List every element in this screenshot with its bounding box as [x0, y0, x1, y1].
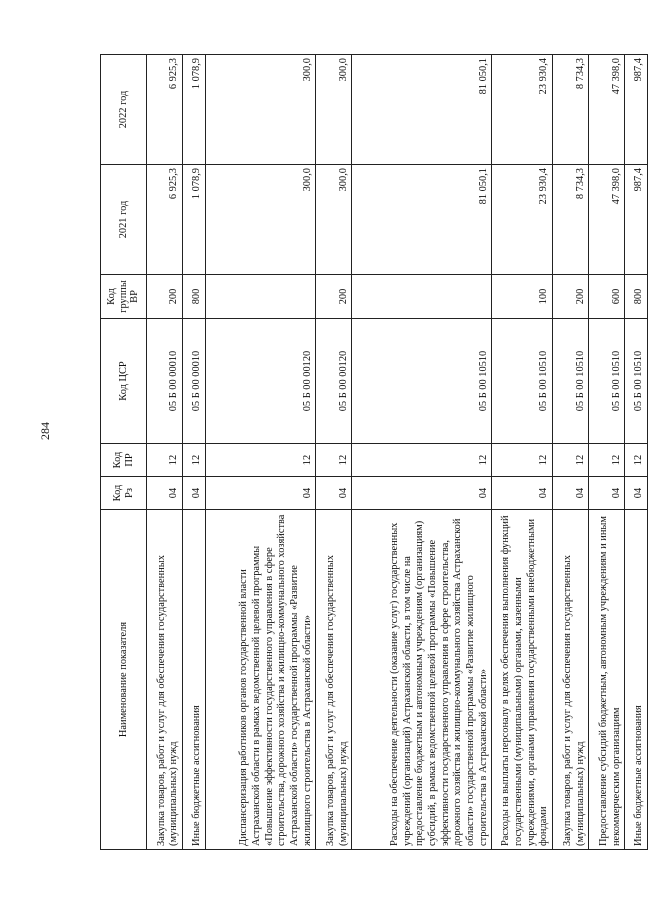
- header-csr: Код ЦСР: [101, 319, 147, 444]
- cell-csr: 05 Б 00 00010: [147, 319, 183, 444]
- cell-y2021: 987,4: [625, 165, 648, 275]
- cell-y2022: 300,0: [316, 55, 352, 165]
- cell-pr: 12: [147, 444, 183, 477]
- cell-name: Закупка товаров, работ и услуг для обеспечения государственных (муниципальных) нужд: [553, 510, 589, 850]
- cell-pr: 12: [625, 444, 648, 477]
- cell-name: Диспансеризация работников органов государственной власти Астраханской области в рамках ведомственной целевой программы «Повышение эффективности государственного управления в сфере строительства, дорожного хозяйства и жилищно-коммунального хозяйства Астраханской области» государственной программы «Развитие жилищного строительства в Астраханской области»: [205, 510, 316, 850]
- cell-y2021: 300,0: [316, 165, 352, 275]
- cell-csr: 05 Б 00 10510: [352, 319, 492, 444]
- cell-vr: 800: [625, 275, 648, 319]
- cell-y2022: 300,0: [205, 55, 316, 165]
- cell-rz: 04: [492, 477, 553, 510]
- cell-y2021: 47 398,0: [589, 165, 625, 275]
- header-pr: Код ПР: [101, 444, 147, 477]
- cell-y2021: 81 050,1: [352, 165, 492, 275]
- cell-csr: 05 Б 00 10510: [492, 319, 553, 444]
- table-row: [205, 55, 316, 850]
- cell-rz: 04: [625, 477, 648, 510]
- cell-name: Закупка товаров, работ и услуг для обеспечения государственных (муниципальных) нужд: [316, 510, 352, 850]
- cell-csr: 05 Б 00 00120: [316, 319, 352, 444]
- table-header-row: [101, 55, 147, 850]
- cell-pr: 12: [589, 444, 625, 477]
- budget-table-rotated: [100, 55, 648, 850]
- header-2022: 2022 год: [101, 55, 147, 165]
- cell-vr: [205, 275, 316, 319]
- cell-name: Расходы на обеспечение деятельности (оказание услуг) государственных учреждений (организаций) Астраханской области, в том числе на предоставление бюджетным и автономным учреждениям (организациям) субсидий, в рамках ведомственной целевой программы «Повышение эффективности государственного управления в сфере строительства, дорожного хозяйства и жилищно-коммунального хозяйства Астраханской области» государственной программы «Развитие жилищного строительства в Астраханской области»: [352, 510, 492, 850]
- cell-y2022: 8 734,3: [553, 55, 589, 165]
- cell-pr: 12: [316, 444, 352, 477]
- cell-csr: 05 Б 00 00010: [183, 319, 206, 444]
- cell-csr: 05 Б 00 10510: [553, 319, 589, 444]
- cell-vr: 800: [183, 275, 206, 319]
- header-name: Наименование показателя: [101, 510, 147, 850]
- table-row: [352, 55, 492, 850]
- cell-name: Расходы на выплаты персоналу в целях обеспечения выполнения функций государственными (муниципальными) органами, казенными учреждениями, органами управления государственными внебюджетными фондами: [492, 510, 553, 850]
- cell-vr: 200: [316, 275, 352, 319]
- cell-csr: 05 Б 00 10510: [589, 319, 625, 444]
- cell-y2021: 300,0: [205, 165, 316, 275]
- cell-vr: [352, 275, 492, 319]
- cell-y2022: 23 930,4: [492, 55, 553, 165]
- cell-pr: 12: [205, 444, 316, 477]
- cell-rz: 04: [553, 477, 589, 510]
- cell-csr: 05 Б 00 10510: [625, 319, 648, 444]
- cell-y2021: 6 925,3: [147, 165, 183, 275]
- table-row: [183, 55, 206, 850]
- table-row: [147, 55, 183, 850]
- header-rz: Код Рз: [101, 477, 147, 510]
- cell-rz: 04: [147, 477, 183, 510]
- cell-name: Иные бюджетные ассигнования: [625, 510, 648, 850]
- cell-y2021: 23 930,4: [492, 165, 553, 275]
- cell-y2021: 1 078,9: [183, 165, 206, 275]
- cell-name: Предоставление субсидий бюджетным, автономным учреждениям и иным некоммерческим организациям: [589, 510, 625, 850]
- table-row: [625, 55, 648, 850]
- header-2021: 2021 год: [101, 165, 147, 275]
- cell-y2021: 8 734,3: [553, 165, 589, 275]
- table-row: [553, 55, 589, 850]
- cell-y2022: 81 050,1: [352, 55, 492, 165]
- page-number: 284: [38, 422, 52, 440]
- cell-rz: 04: [589, 477, 625, 510]
- cell-vr: 600: [589, 275, 625, 319]
- cell-rz: 04: [205, 477, 316, 510]
- cell-rz: 04: [316, 477, 352, 510]
- budget-table: [100, 54, 648, 850]
- cell-vr: 200: [147, 275, 183, 319]
- cell-rz: 04: [183, 477, 206, 510]
- cell-rz: 04: [352, 477, 492, 510]
- cell-name: Закупка товаров, работ и услуг для обеспечения государственных (муниципальных) нужд: [147, 510, 183, 850]
- table-row: [589, 55, 625, 850]
- cell-y2022: 47 398,0: [589, 55, 625, 165]
- header-vr: Код группы ВР: [101, 275, 147, 319]
- cell-vr: 200: [553, 275, 589, 319]
- cell-name: Иные бюджетные ассигнования: [183, 510, 206, 850]
- cell-y2022: 987,4: [625, 55, 648, 165]
- cell-pr: 12: [183, 444, 206, 477]
- cell-csr: 05 Б 00 00120: [205, 319, 316, 444]
- cell-pr: 12: [553, 444, 589, 477]
- cell-y2022: 6 925,3: [147, 55, 183, 165]
- table-row: [492, 55, 553, 850]
- cell-pr: 12: [352, 444, 492, 477]
- cell-pr: 12: [492, 444, 553, 477]
- cell-vr: 100: [492, 275, 553, 319]
- table-row: [316, 55, 352, 850]
- cell-y2022: 1 078,9: [183, 55, 206, 165]
